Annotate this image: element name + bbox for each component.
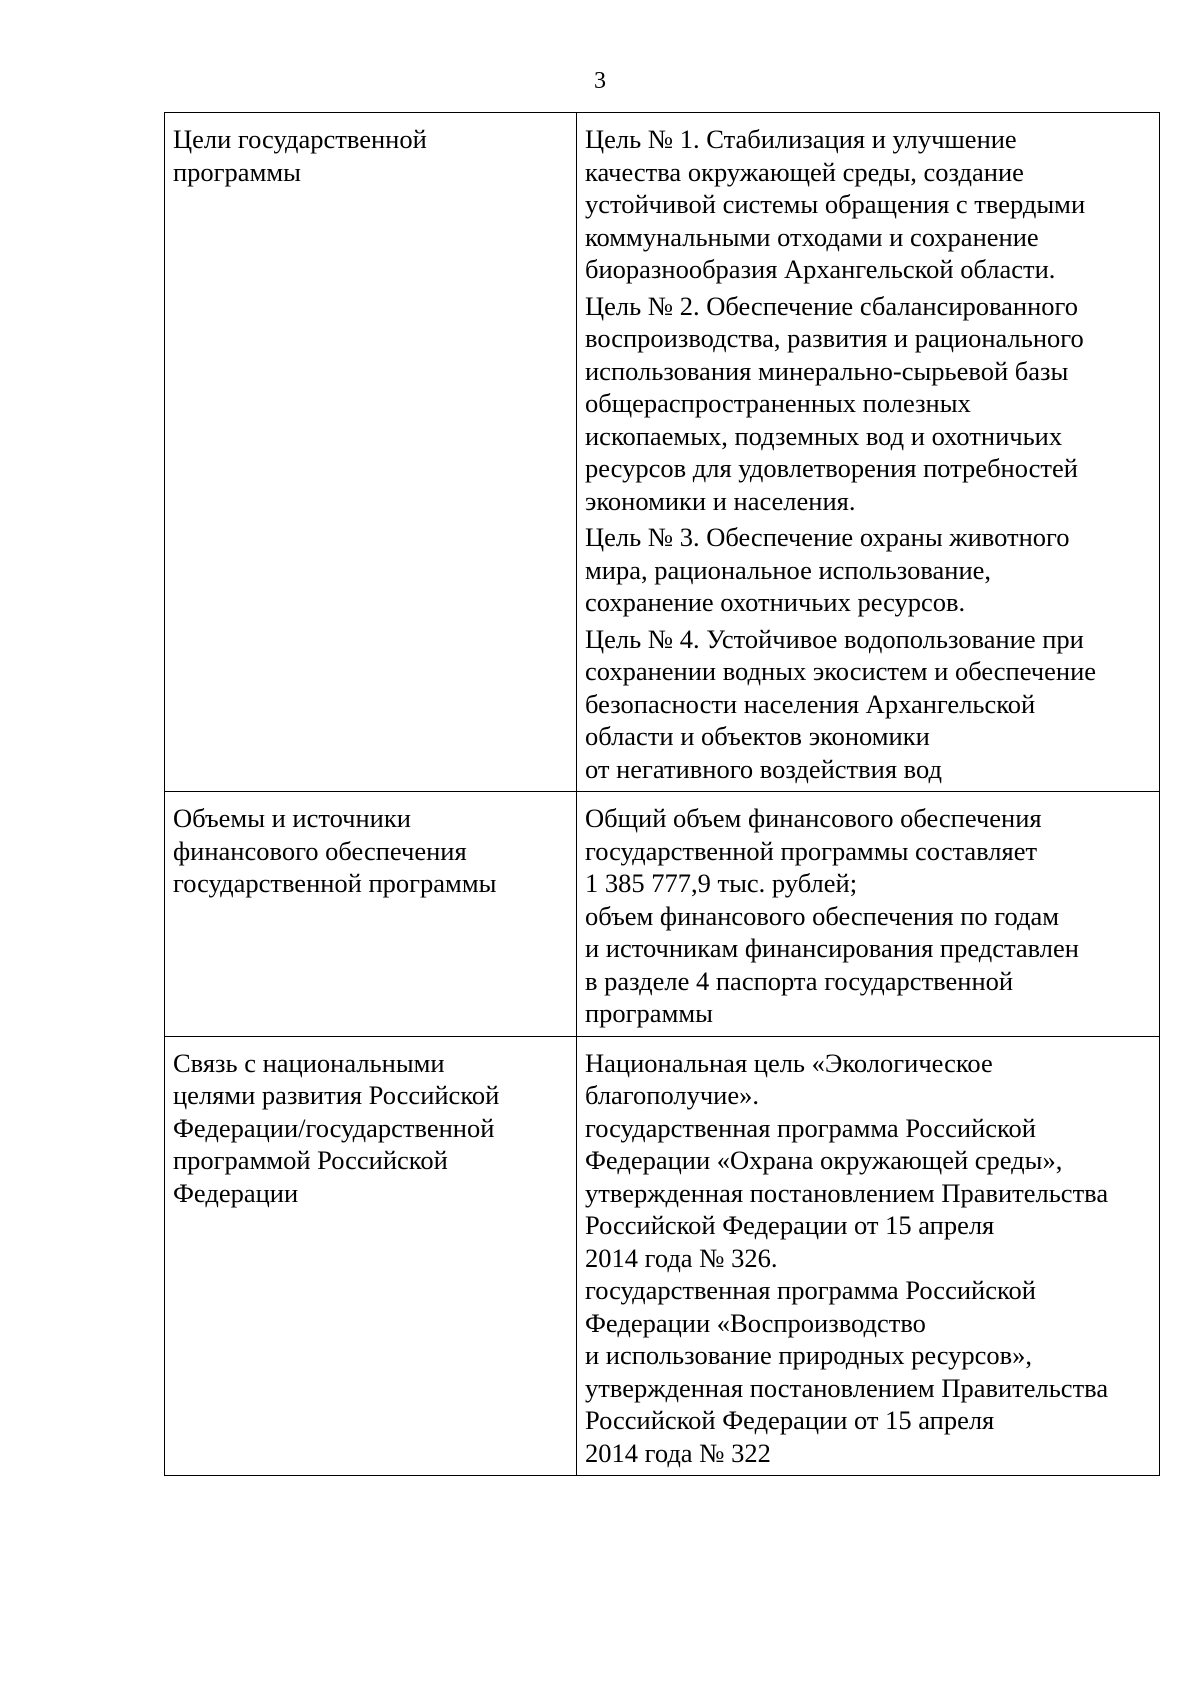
goal-4-paragraph [585,623,1151,786]
row-label-goals [165,113,577,792]
text-line: 2014 года № 326. [585,1242,778,1273]
goal-3-paragraph [585,521,1151,619]
label-line: целями развития Российской [173,1080,500,1110]
table-row-goals [165,113,1160,792]
text-line: утвержденная постановлением Правительства [585,1372,1109,1403]
text-line: области и объектов экономики [585,721,930,751]
goal-2-paragraph [585,290,1151,518]
text-line: ресурсов для удовлетворения потребностей [585,453,1078,483]
text-line: экономики и населения. [585,485,856,516]
table-row-national-goals [165,1036,1160,1476]
text-line: устойчивой системы обращения с твердыми [585,189,1086,219]
text-line: Цель № 3. Обеспечение охраны животного [585,522,1070,552]
text-line: и использование природных ресурсов», [585,1340,1033,1370]
text-line: Цель № 4. Устойчивое водопользование при [585,623,1084,654]
text-line: государственная программа Российской [585,1275,1036,1305]
text-line: от негативного воздействия вод [585,753,942,784]
page-number: 3 [594,68,606,94]
goal-1-paragraph [585,123,1151,286]
financing-paragraph [585,802,1151,1030]
text-line: утвержденная постановлением Правительства [585,1177,1109,1208]
text-line: Цель № 2. Обеспечение сбалансированного [585,290,1078,321]
row-value-national-goals [577,1036,1160,1476]
label-line: Федерации [173,1177,299,1208]
text-line: сохранение охотничьих ресурсов. [585,587,966,617]
text-line: объем финансового обеспечения по годам [585,900,1059,931]
label-line: государственной программы [173,868,497,898]
text-line: 1 385 777,9 тыс. рублей; [585,868,858,898]
text-line: государственной программы составляет [585,835,1038,866]
text-line: Российской Федерации от 15 апреля [585,1210,995,1240]
text-line: сохранении водных экосистем и обеспечение [585,656,1097,686]
text-line: воспроизводства, развития и рационального [585,323,1084,353]
label-line: программы [173,156,301,187]
program-passport-table [164,112,1160,1476]
row-value-goals [577,113,1160,792]
label-line: программой Российской [173,1145,448,1175]
table-row-financing [165,792,1160,1037]
label-line: Федерации/государственной [173,1112,495,1143]
text-line: государственная программа Российской [585,1112,1036,1143]
text-line: программы [585,998,713,1028]
text-line: Федерации «Охрана окружающей среды», [585,1145,1063,1175]
text-line: 2014 года № 322 [585,1437,771,1468]
text-line: в разделе 4 паспорта государственной [585,965,1014,996]
label-line: финансового обеспечения [173,835,467,866]
text-line: биоразнообразия Архангельской области. [585,254,1056,284]
label-line: Цели государственной [173,124,427,154]
text-line: качества окружающей среды, создание [585,156,1024,187]
row-label-national-goals [165,1036,577,1476]
text-line: мира, рациональное использование, [585,554,992,585]
text-line: Федерации «Воспроизводство [585,1307,926,1338]
text-line: Национальная цель «Экологическое [585,1047,993,1078]
text-line: общераспространенных полезных [585,388,971,418]
row-label-financing [165,792,577,1037]
text-line: использования минерально-сырьевой базы [585,355,1069,386]
table-body [165,113,1160,1476]
text-line: и источникам финансирования представлен [585,933,1079,963]
row-value-financing [577,792,1160,1037]
label-line: Связь с национальными [173,1047,445,1078]
text-line: благополучие». [585,1080,759,1110]
text-line: безопасности населения Архангельской [585,688,1036,719]
national-goals-paragraph [585,1047,1151,1470]
label-line: Объемы и источники [173,803,411,833]
text-line: Российской Федерации от 15 апреля [585,1405,995,1435]
text-line: коммунальными отходами и сохранение [585,221,1039,252]
text-line: ископаемых, подземных вод и охотничьих [585,420,1063,451]
text-line: Цель № 1. Стабилизация и улучшение [585,124,1017,154]
text-line: Общий объем финансового обеспечения [585,803,1042,833]
